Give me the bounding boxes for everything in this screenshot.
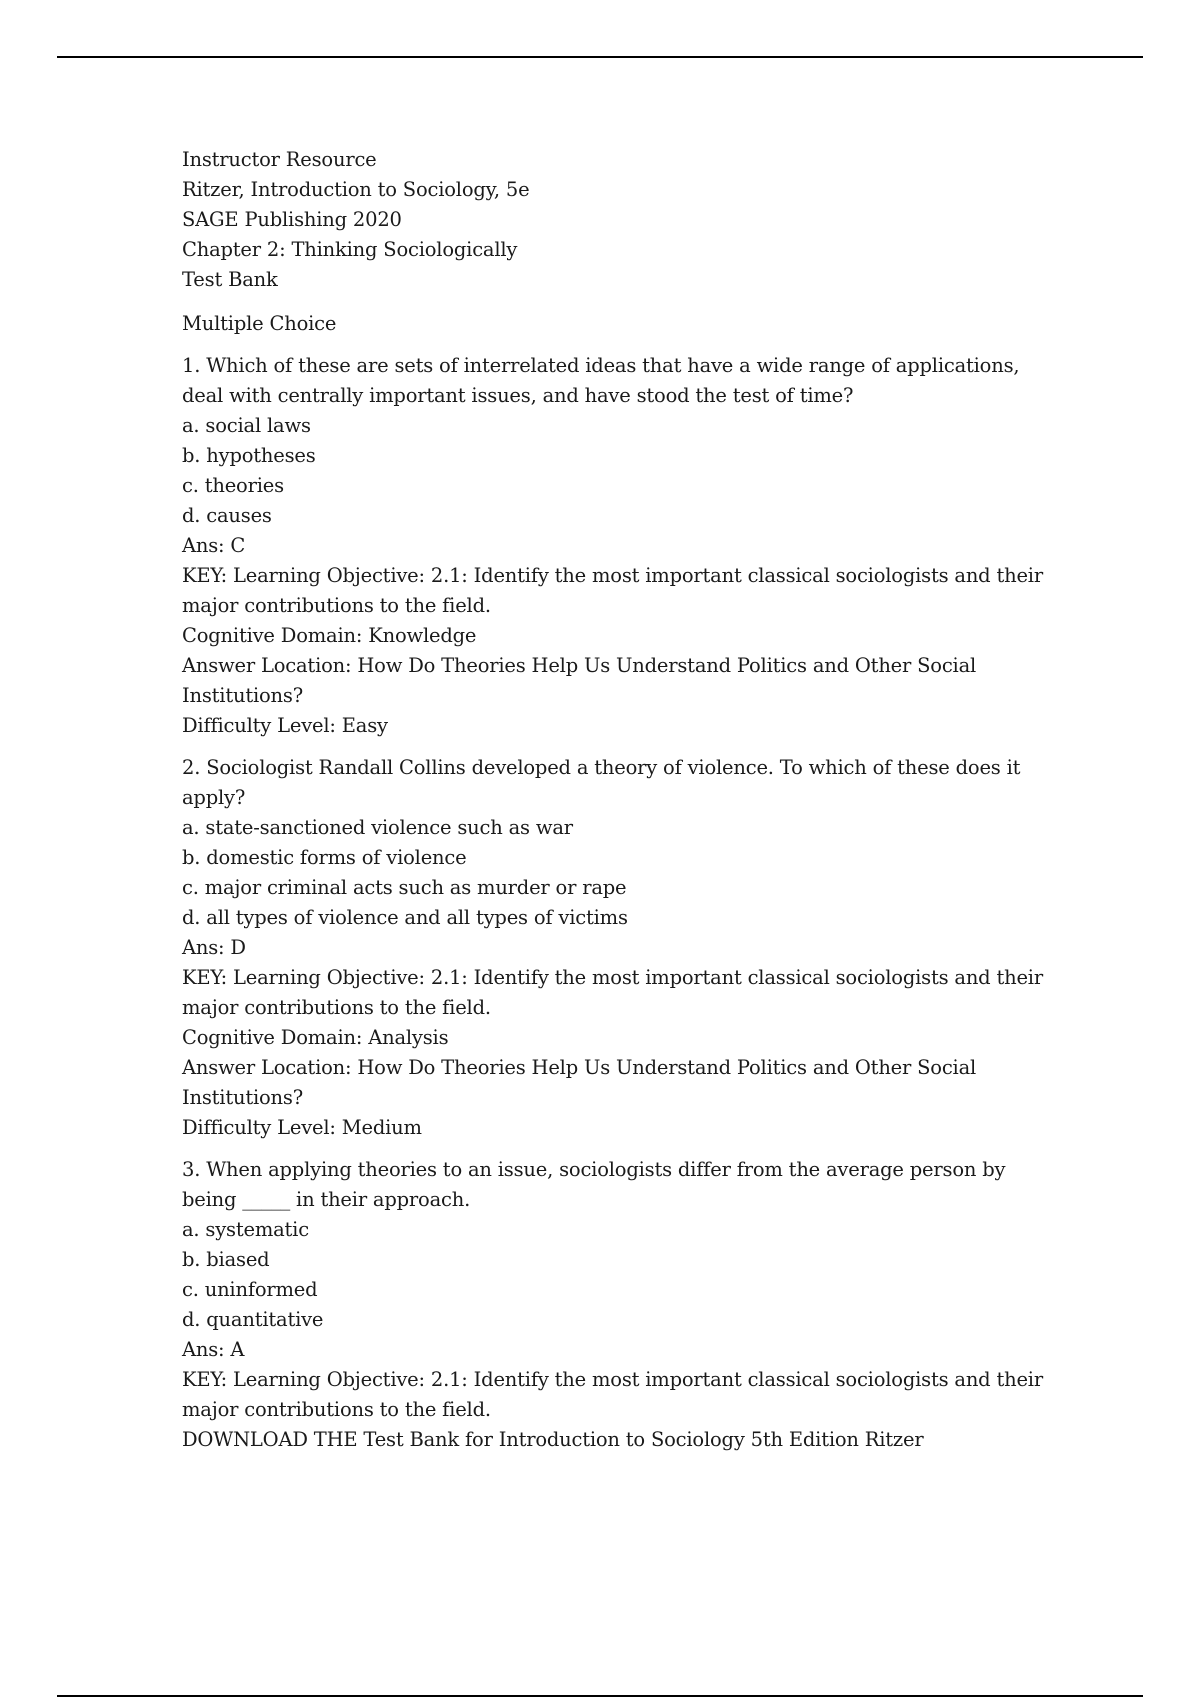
answer-option: c. uninformed — [182, 1278, 318, 1301]
answer-location: Answer Location: How Do Theories Help Us Understand Politics and Other Social — [182, 654, 977, 677]
difficulty-level: Difficulty Level: Easy — [182, 714, 388, 737]
header-line: Chapter 2: Thinking Sociologically — [182, 238, 518, 261]
cognitive-domain: Cognitive Domain: Analysis — [182, 1026, 449, 1049]
question-text: deal with centrally important issues, and have stood the test of time? — [182, 384, 854, 407]
question-text: 1. Which of these are sets of interrelated ideas that have a wide range of applications, — [182, 354, 1020, 377]
answer-key: Ans: A — [182, 1338, 245, 1361]
answer-location: Institutions? — [182, 1086, 303, 1109]
answer-option: d. quantitative — [182, 1308, 324, 1331]
learning-objective: KEY: Learning Objective: 2.1: Identify the most important classical sociologists and their — [182, 1368, 1043, 1391]
question-text: 2. Sociologist Randall Collins developed a theory of violence. To which of these does it — [182, 756, 1021, 779]
cognitive-domain: Cognitive Domain: Knowledge — [182, 624, 477, 647]
learning-objective: KEY: Learning Objective: 2.1: Identify the most important classical sociologists and their — [182, 966, 1043, 989]
header-line: SAGE Publishing 2020 — [182, 208, 402, 231]
answer-option: c. major criminal acts such as murder or rape — [182, 876, 627, 899]
section-title: Multiple Choice — [182, 312, 337, 335]
answer-location: Answer Location: How Do Theories Help Us Understand Politics and Other Social — [182, 1056, 977, 1079]
answer-option: a. state-sanctioned violence such as war — [182, 816, 573, 839]
answer-option: d. causes — [182, 504, 272, 527]
answer-option: a. social laws — [182, 414, 311, 437]
answer-location: Institutions? — [182, 684, 303, 707]
learning-objective: major contributions to the field. — [182, 1398, 491, 1421]
learning-objective: major contributions to the field. — [182, 996, 491, 1019]
question-2 — [182, 753, 1062, 1143]
answer-option: b. domestic forms of violence — [182, 846, 467, 869]
top-rule — [57, 56, 1143, 58]
answer-key: Ans: D — [182, 936, 246, 959]
answer-option: a. systematic — [182, 1218, 309, 1241]
header-line: Test Bank — [182, 268, 278, 291]
question-text: 3. When applying theories to an issue, sociologists differ from the average person by — [182, 1158, 1006, 1181]
answer-key: Ans: C — [182, 534, 246, 557]
document-header — [182, 145, 1062, 295]
answer-option: d. all types of violence and all types of victims — [182, 906, 628, 929]
bottom-rule — [57, 1695, 1143, 1697]
answer-option: b. biased — [182, 1248, 270, 1271]
header-line: Instructor Resource — [182, 148, 377, 171]
question-text: apply? — [182, 786, 246, 809]
answer-option: b. hypotheses — [182, 444, 316, 467]
header-line: Ritzer, Introduction to Sociology, 5e — [182, 178, 530, 201]
download-line: DOWNLOAD THE Test Bank for Introduction to Sociology 5th Edition Ritzer — [182, 1428, 924, 1451]
learning-objective: KEY: Learning Objective: 2.1: Identify the most important classical sociologists and their — [182, 564, 1043, 587]
question-1 — [182, 351, 1062, 741]
question-text: being _____ in their approach. — [182, 1188, 471, 1211]
answer-option: c. theories — [182, 474, 284, 497]
document-body — [182, 145, 1062, 1455]
difficulty-level: Difficulty Level: Medium — [182, 1116, 422, 1139]
learning-objective: major contributions to the field. — [182, 594, 491, 617]
question-3 — [182, 1155, 1062, 1455]
